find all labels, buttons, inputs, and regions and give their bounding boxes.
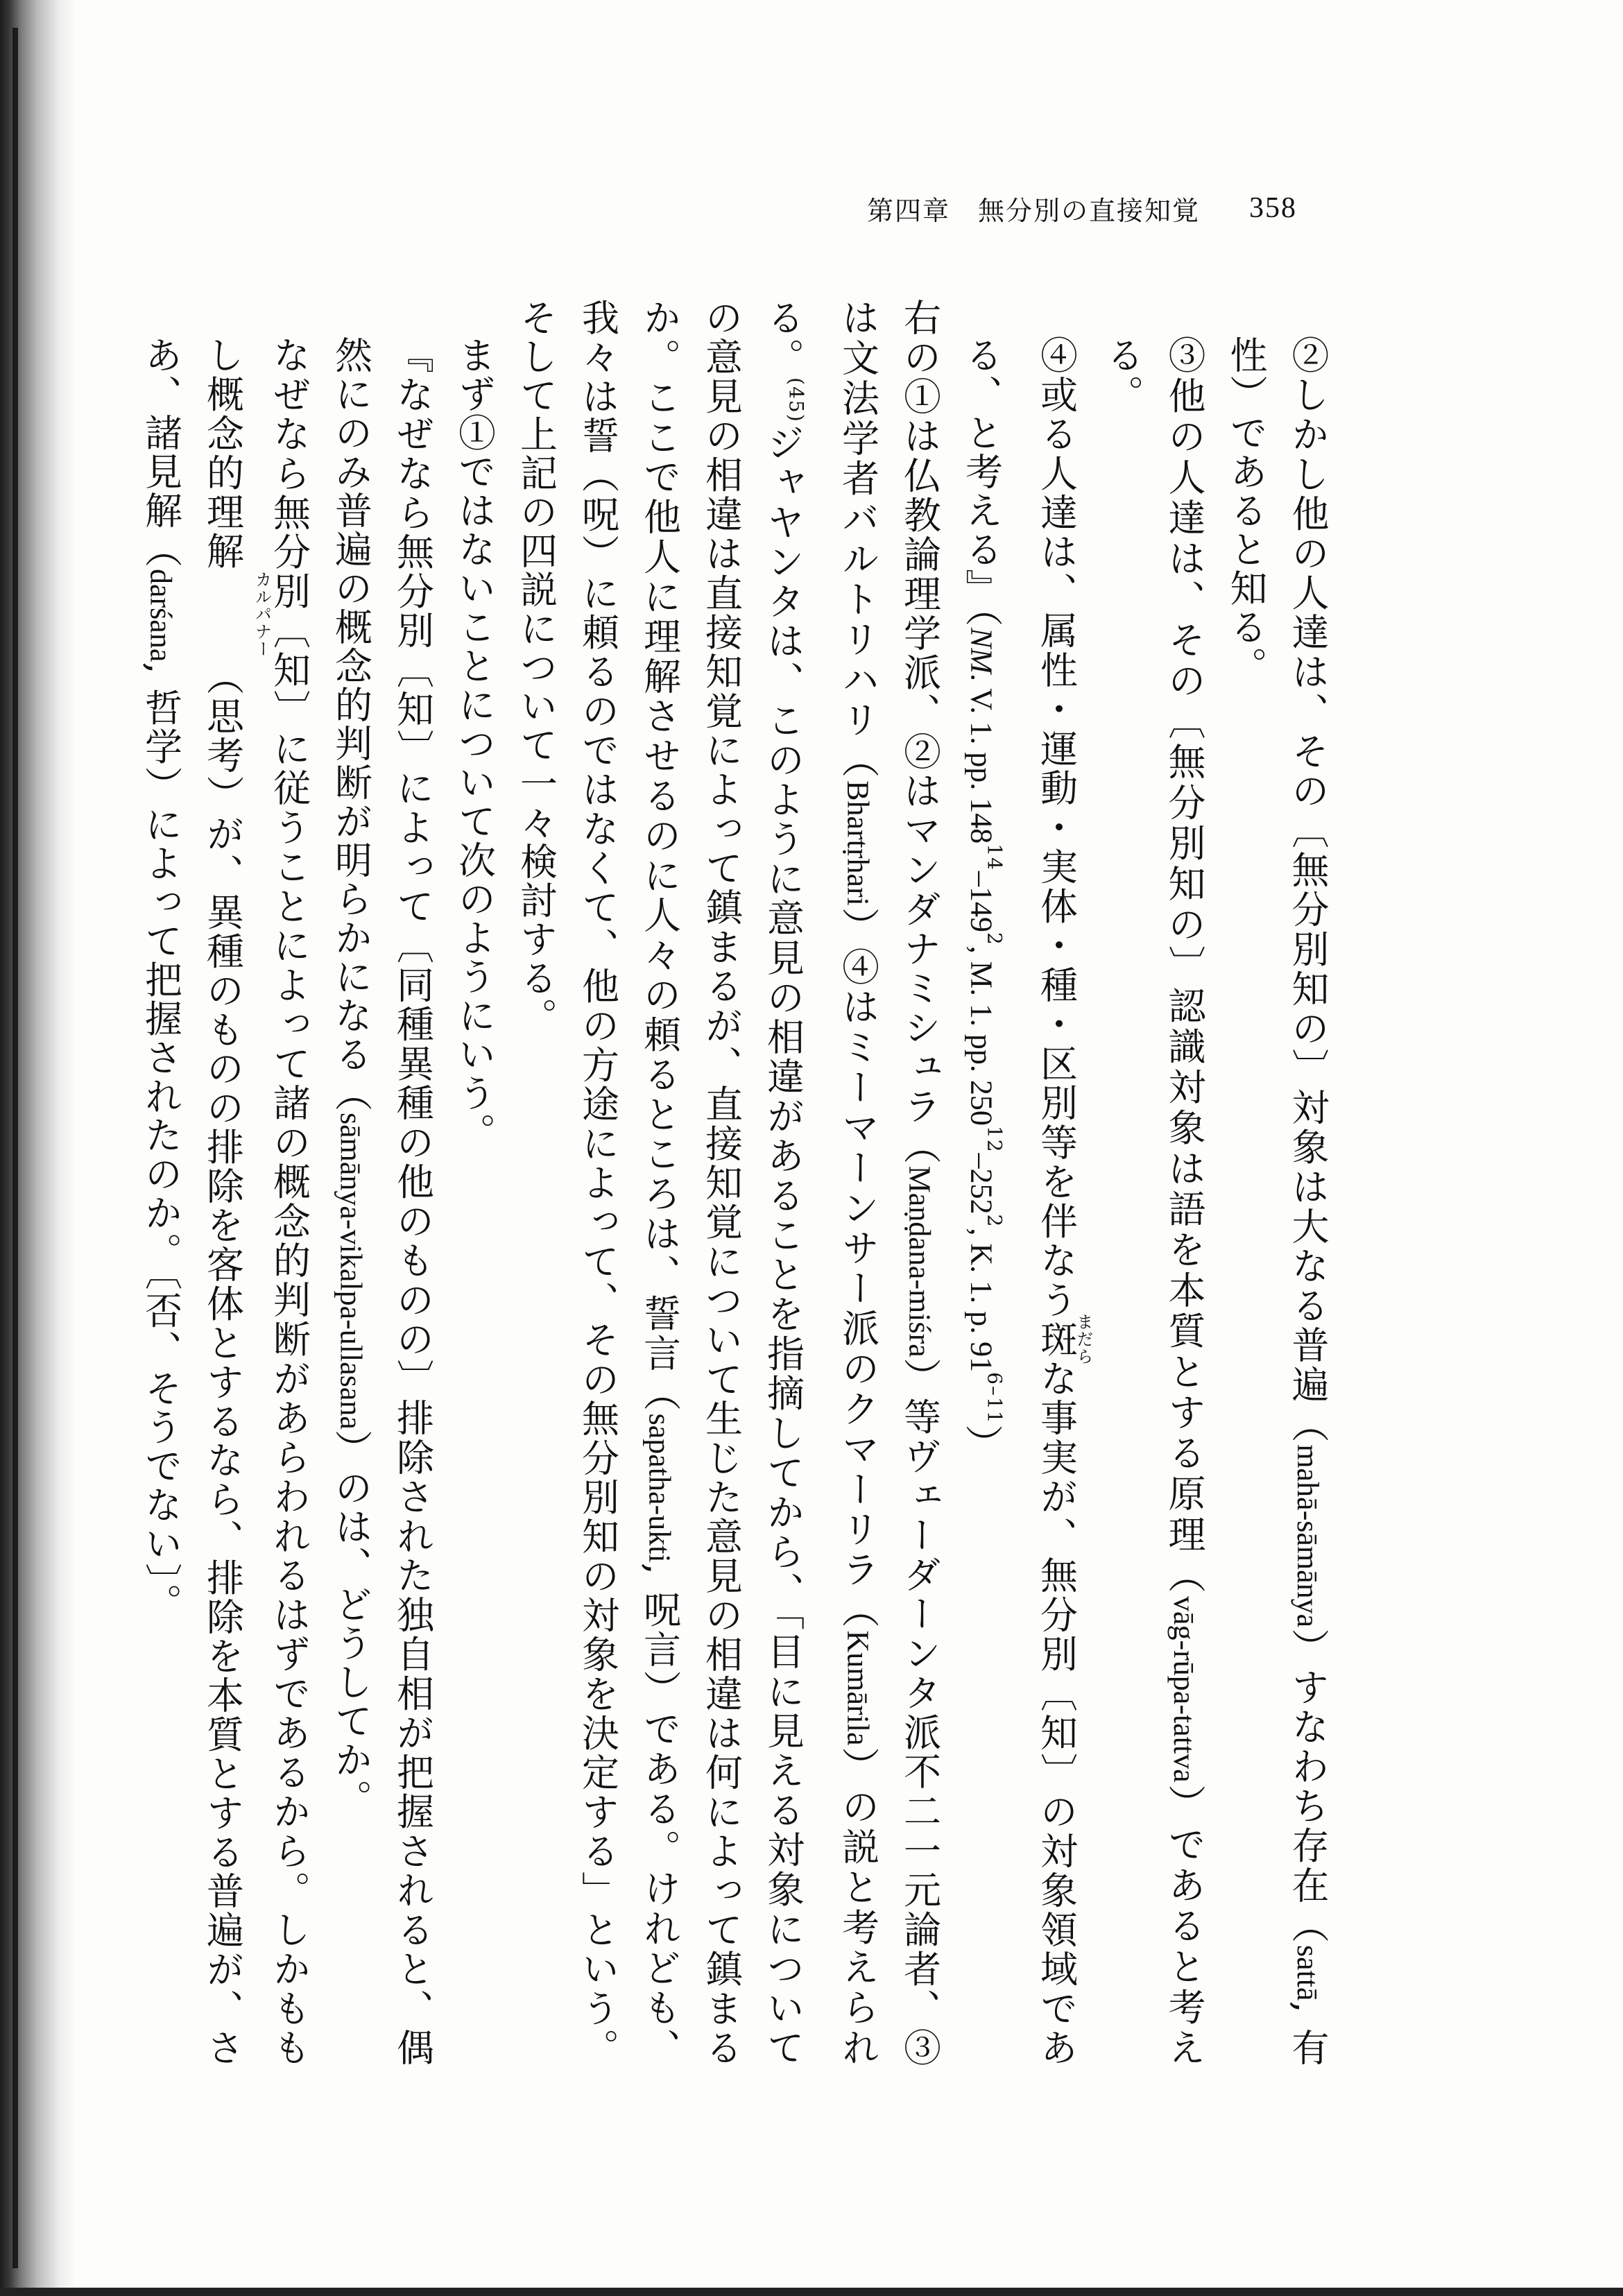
text-run: ）の説と考えられる。 (761, 298, 880, 2068)
text-run: （思考）が、異種のものの排除を客体とするなら、排除を本質とする普遍が、さあ、諸見解（ (139, 336, 245, 2068)
latin-term: –252 (964, 1153, 999, 1215)
superscript-ref: 6–11 (983, 1372, 1006, 1425)
latin-term: vāg-rūpa-tattva (1167, 1595, 1201, 1783)
text-run: ④或る人達は、属性・運動・実体・種・区別等を伴なう (1034, 336, 1079, 1320)
paragraph-p2 (1092, 336, 1215, 2067)
text-run: ）のは、どうしてか。 (329, 1429, 373, 1818)
paragraph-p4 (506, 298, 951, 2067)
latin-term: , K. 1. p. 91 (964, 1228, 999, 1373)
page-bottom-edge (0, 2288, 1623, 2296)
text-run: ）④はミーマーンサー派のクマーリラ（ (836, 905, 880, 1631)
text-run: 『なぜなら無分別〔知〕によって〔同種異種の他のものの〕排除された独自相が把握されると、偶然にのみ普遍の概念的判断が明らかになる（ (329, 336, 435, 2067)
paragraph-p1 (1215, 336, 1339, 2067)
latin-term: sattā (1291, 1944, 1325, 2001)
superscript-ref: 2 (983, 1214, 1006, 1228)
superscript-ref: 14 (983, 843, 1006, 871)
text-run: ）等ヴェーダーンタ派不二一元論者、③は文法学者バルトリハリ（ (836, 298, 942, 2068)
latin-term: Bhartṛhari (841, 780, 875, 906)
text-run: な事実が、無分別〔知〕の対象領域である、と考える』（ (959, 336, 1079, 2068)
latin-term: . V. 1. pp. 148 (964, 674, 999, 844)
paragraph-p7 (130, 336, 320, 2067)
latin-term: sapatha-ukti (642, 1413, 677, 1563)
paragraph-p3 (951, 336, 1092, 2067)
latin-term: Maṇḍana-miśra (902, 1165, 937, 1357)
ruby-annotation: カルパナー (252, 570, 272, 658)
text-run: , 呪言）である。けれども、我々は誓（呪）に頼るのではなくて、他の方途によって、その無分別知の対象を決定する」という。そして上記の四説について一々検討する。 (514, 298, 682, 2068)
ruby-annotation: 斑まだら (1034, 1313, 1093, 1366)
superscript-ref: 2 (983, 932, 1006, 946)
paragraph-p5 (444, 336, 506, 2067)
page-number: 358 (1249, 192, 1297, 224)
text-run: なぜなら無分別〔知〕に従うことによって諸の概念的判断があらわれるはずであるから。しかももし概念的理解 (200, 336, 311, 2067)
chapter-title: 第四章 無分別の直接知覚 (867, 195, 1201, 226)
text-run: まず①ではないことについて次のようにいう。 (452, 336, 497, 1151)
text-run: ジャヤンタは、このように意見の相違があることを指摘してから、「目に見える対象についての意見の相違は直接知覚によって鎮まるが、直接知覚について生じた意見の相違は何によって鎮まるか。ここで他人に理解させるのに人々の頼るところは、誓言（ (637, 298, 805, 2068)
scan-gutter-shadow (0, 0, 76, 2296)
latin-term: mahā-sāmānya (1291, 1444, 1325, 1628)
text-run: ②しかし他の人達は、その〔無分別知の〕対象は大なる普遍（ (1286, 336, 1330, 1445)
latin-term: Kumārila (841, 1630, 875, 1746)
body-text (139, 298, 1339, 2068)
text-run: ）すなわち存在（ (1286, 1627, 1330, 1945)
running-head (867, 187, 1297, 229)
text-run: ③他の人達は、その〔無分別知の〕認識対象は語を本質とする原理（ (1162, 336, 1206, 1596)
paragraph-p6 (320, 336, 444, 2067)
book-spine-edge (12, 28, 18, 2268)
superscript-ref: 12 (983, 1125, 1006, 1154)
latin-term: NM (964, 628, 999, 674)
latin-term: –149 (964, 871, 999, 932)
text-run: , 有性）であると知る。 (1224, 336, 1330, 2068)
latin-term: , M. 1. pp. 250 (964, 945, 999, 1126)
text-run: , 哲学）によって把握されたのか。〔否、そうでない〕。 (139, 662, 183, 1622)
text-run: ） (959, 1424, 1004, 1464)
text-run: ）であると考える。 (1101, 336, 1206, 2068)
text-run: 右の①は仏教論理学派、②はマンダナミシュラ（ (898, 298, 942, 1166)
superscript-ref: (45) (784, 377, 808, 423)
latin-term: sāmānya-vikalpa-ullasana (334, 1113, 368, 1430)
latin-term: darśana (144, 569, 178, 662)
